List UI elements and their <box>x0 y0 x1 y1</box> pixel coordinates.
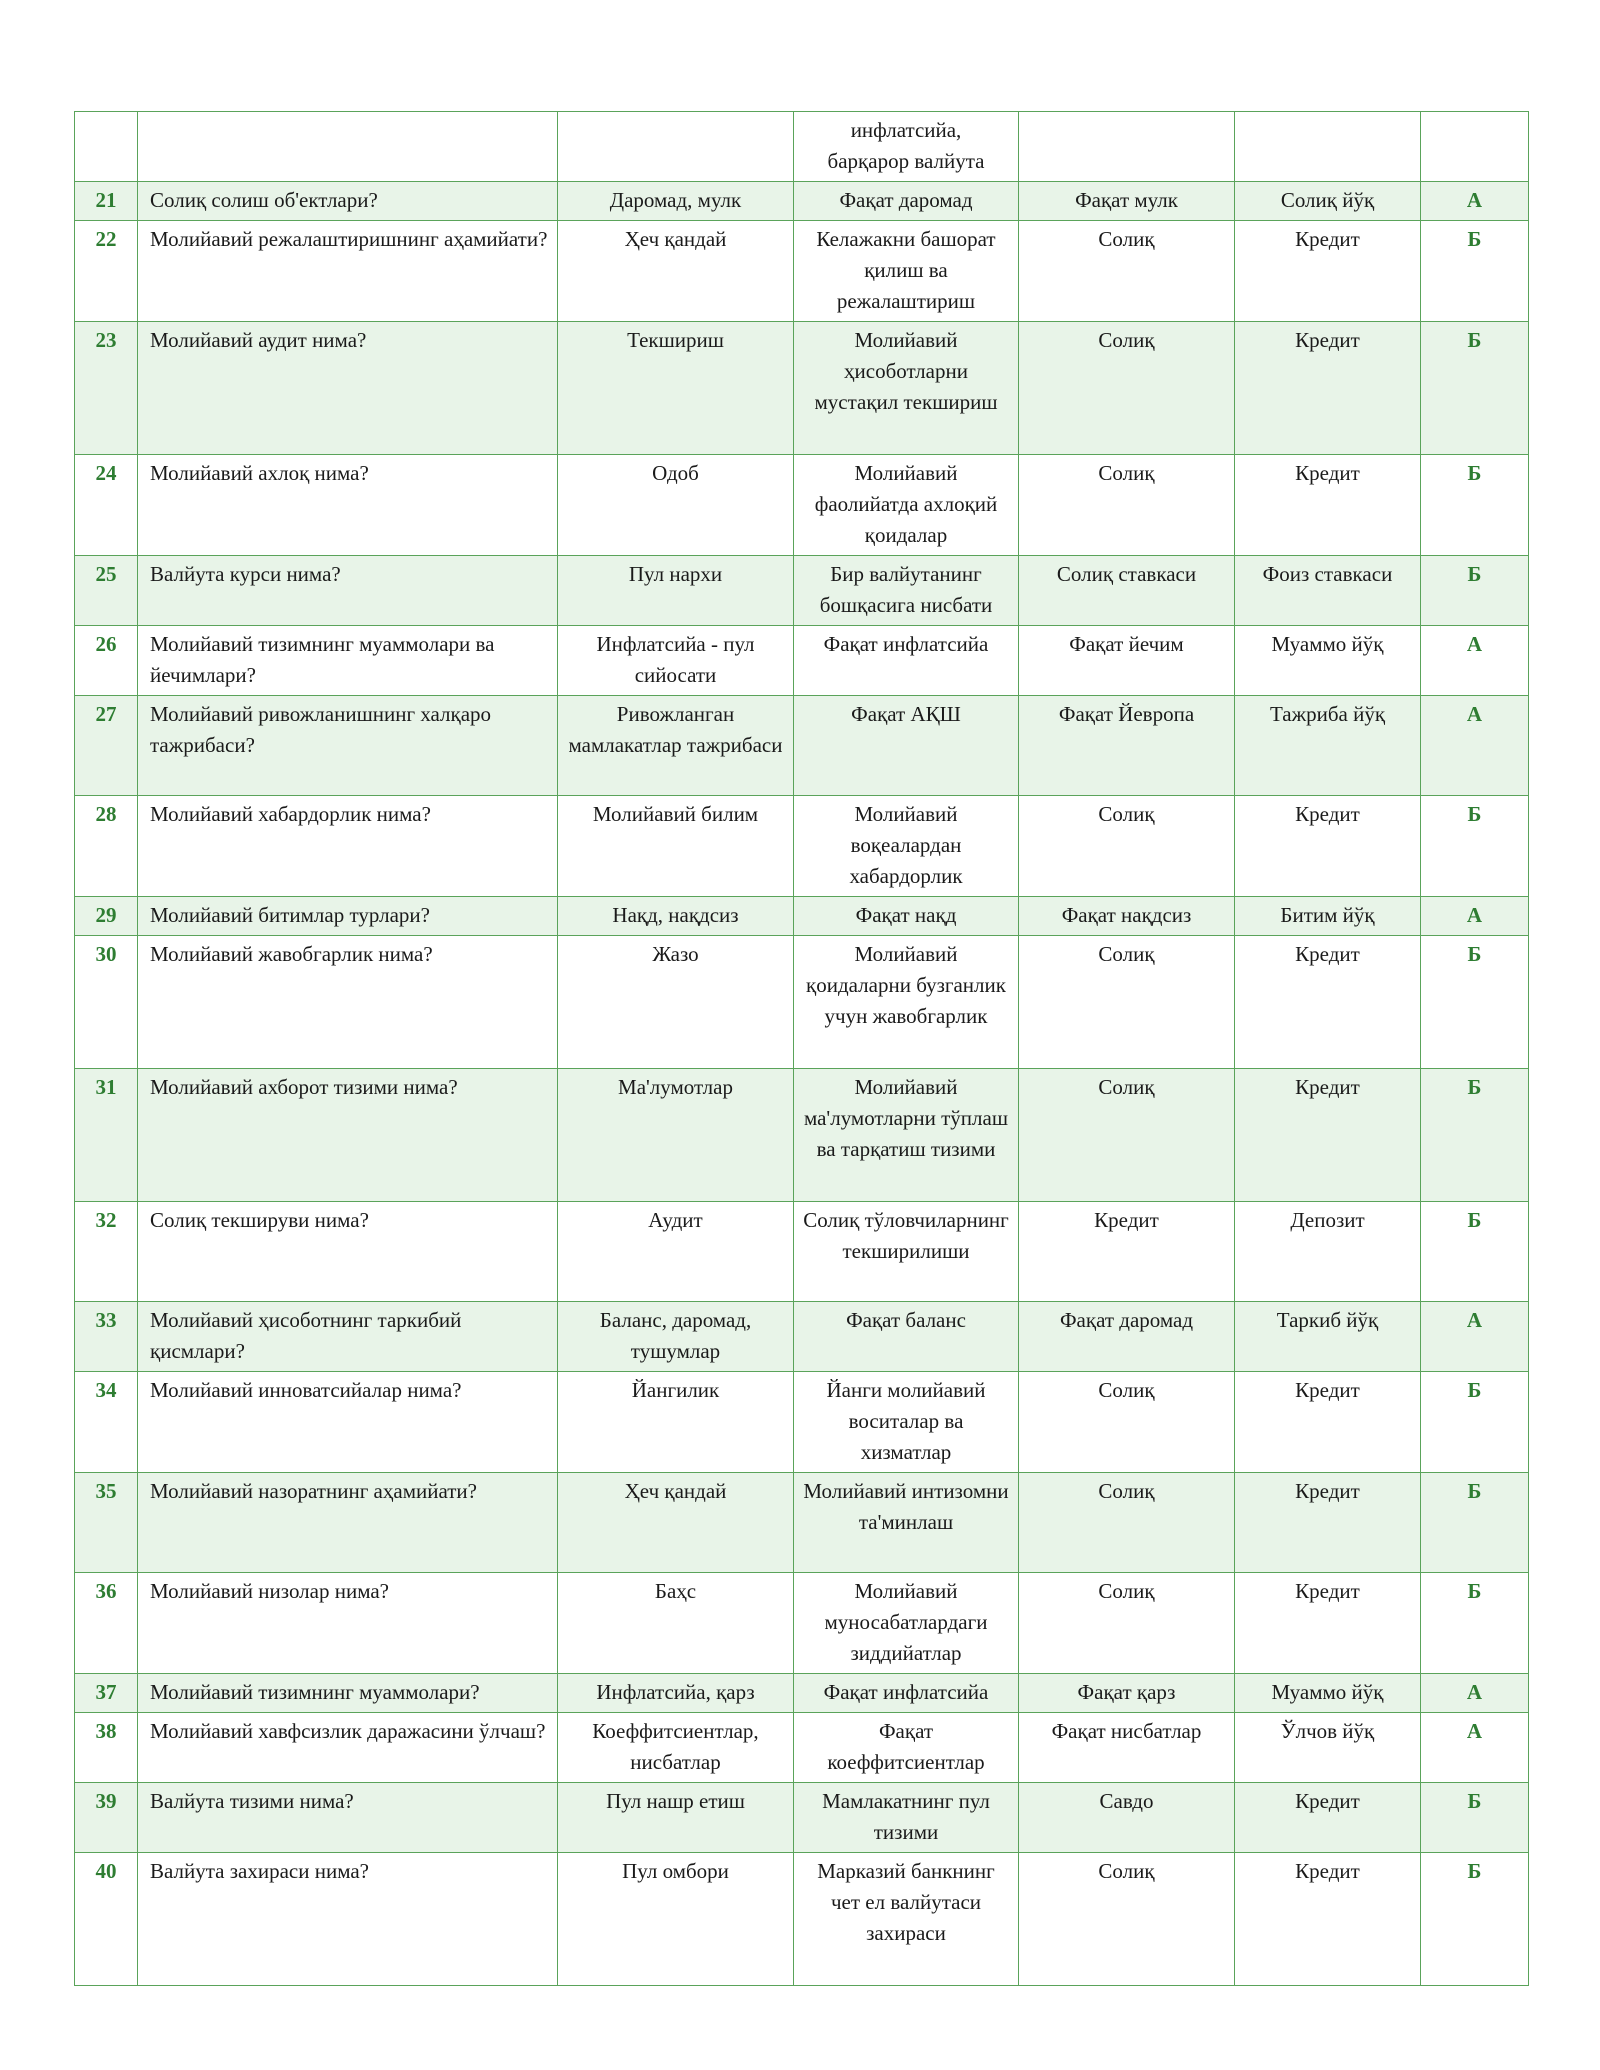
table-row <box>75 221 1529 322</box>
question-number: 30 <box>75 936 138 1069</box>
correct-answer: Б <box>1421 1783 1529 1853</box>
option-g: Кредит <box>1235 322 1421 455</box>
option-b: Фақат инфлатсийа <box>794 1674 1019 1713</box>
option-v: Кредит <box>1019 1202 1235 1302</box>
option-a: Ҳеч қандай <box>558 1473 794 1573</box>
option-a <box>558 112 794 182</box>
question-number: 39 <box>75 1783 138 1853</box>
option-v: Солиқ ставкаси <box>1019 556 1235 626</box>
correct-answer: Б <box>1421 1473 1529 1573</box>
option-g: Кредит <box>1235 1573 1421 1674</box>
table-row <box>75 1853 1529 1986</box>
option-b: Молийавий ҳисоботларни мустақил текшириш <box>794 322 1019 455</box>
question-number: 32 <box>75 1202 138 1302</box>
correct-answer: Б <box>1421 455 1529 556</box>
option-g: Битим йўқ <box>1235 897 1421 936</box>
option-b: Фақат АҚШ <box>794 696 1019 796</box>
option-a: Ма'лумотлар <box>558 1069 794 1202</box>
table-row <box>75 1473 1529 1573</box>
option-a: Баланс, даромад, тушумлар <box>558 1302 794 1372</box>
question-number: 36 <box>75 1573 138 1674</box>
option-b: Молийавий воқеалардан хабардорлик <box>794 796 1019 897</box>
correct-answer: А <box>1421 696 1529 796</box>
correct-answer: Б <box>1421 1573 1529 1674</box>
option-v: Фақат даромад <box>1019 1302 1235 1372</box>
option-b: Фақат инфлатсийа <box>794 626 1019 696</box>
option-g: Кредит <box>1235 1853 1421 1986</box>
question-number: 29 <box>75 897 138 936</box>
table-row <box>75 1783 1529 1853</box>
option-g: Кредит <box>1235 221 1421 322</box>
option-g: Муаммо йўқ <box>1235 626 1421 696</box>
question-number: 31 <box>75 1069 138 1202</box>
option-g: Фоиз ставкаси <box>1235 556 1421 626</box>
correct-answer: А <box>1421 1302 1529 1372</box>
option-v: Солиқ <box>1019 936 1235 1069</box>
option-v: Солиқ <box>1019 1069 1235 1202</box>
correct-answer: Б <box>1421 1202 1529 1302</box>
option-g: Кредит <box>1235 796 1421 897</box>
option-a: Аудит <box>558 1202 794 1302</box>
option-b: Молийавий муносабатлардаги зиддийатлар <box>794 1573 1019 1674</box>
option-a: Молийавий билим <box>558 796 794 897</box>
table-row <box>75 322 1529 455</box>
table-row <box>75 897 1529 936</box>
option-a: Коеффитсиентлар, нисбатлар <box>558 1713 794 1783</box>
option-a: Одоб <box>558 455 794 556</box>
table-row <box>75 1302 1529 1372</box>
option-a: Даромад, мулк <box>558 182 794 221</box>
correct-answer: А <box>1421 1713 1529 1783</box>
correct-answer: А <box>1421 626 1529 696</box>
question-number: 40 <box>75 1853 138 1986</box>
question-text: Молийавий хабардорлик нима? <box>138 796 558 897</box>
table-row <box>75 1713 1529 1783</box>
question-text: Молийавий хавфсизлик даражасини ўлчаш? <box>138 1713 558 1783</box>
correct-answer <box>1421 112 1529 182</box>
question-text <box>138 112 558 182</box>
option-v: Солиқ <box>1019 455 1235 556</box>
table-row <box>75 1674 1529 1713</box>
option-b: Фақат нақд <box>794 897 1019 936</box>
option-b: Келажакни башорат қилиш ва режалаштириш <box>794 221 1019 322</box>
question-text: Молийавий аудит нима? <box>138 322 558 455</box>
option-a: Пул нархи <box>558 556 794 626</box>
question-text: Молийавий ҳисоботнинг таркибий қисмлари? <box>138 1302 558 1372</box>
question-text: Солиқ солиш об'ектлари? <box>138 182 558 221</box>
option-b: Молийавий ма'лумотларни тўплаш ва тарқатиш тизими <box>794 1069 1019 1202</box>
correct-answer: Б <box>1421 221 1529 322</box>
option-a: Ҳеч қандай <box>558 221 794 322</box>
option-g: Солиқ йўқ <box>1235 182 1421 221</box>
option-b: Молийавий интизомни та'минлаш <box>794 1473 1019 1573</box>
option-v: Солиқ <box>1019 221 1235 322</box>
option-g <box>1235 112 1421 182</box>
option-g: Кредит <box>1235 455 1421 556</box>
question-text: Молийавий назоратнинг аҳамийати? <box>138 1473 558 1573</box>
correct-answer: А <box>1421 182 1529 221</box>
table-row <box>75 1202 1529 1302</box>
option-a: Инфлатсийа, қарз <box>558 1674 794 1713</box>
question-number: 25 <box>75 556 138 626</box>
option-g: Кредит <box>1235 936 1421 1069</box>
option-v: Фақат йечим <box>1019 626 1235 696</box>
table-row <box>75 696 1529 796</box>
option-g: Тажриба йўқ <box>1235 696 1421 796</box>
option-v: Фақат Йевропа <box>1019 696 1235 796</box>
correct-answer: Б <box>1421 796 1529 897</box>
option-a: Пул нашр етиш <box>558 1783 794 1853</box>
option-b: Марказий банкнинг чет ел валйутаси захираси <box>794 1853 1019 1986</box>
option-v: Фақат қарз <box>1019 1674 1235 1713</box>
question-text: Молийавий низолар нима? <box>138 1573 558 1674</box>
table-row <box>75 182 1529 221</box>
option-v: Солиқ <box>1019 1573 1235 1674</box>
quiz-table <box>74 111 1529 1986</box>
option-a: Нақд, нақдсиз <box>558 897 794 936</box>
question-text: Молийавий ахлоқ нима? <box>138 455 558 556</box>
question-number: 37 <box>75 1674 138 1713</box>
question-text: Молийавий ахборот тизими нима? <box>138 1069 558 1202</box>
option-a: Ривожланган мамлакатлар тажрибаси <box>558 696 794 796</box>
option-b: Йанги молийавий воситалар ва хизматлар <box>794 1372 1019 1473</box>
option-b: Фақат коеффитсиентлар <box>794 1713 1019 1783</box>
table-row <box>75 1372 1529 1473</box>
table-row <box>75 626 1529 696</box>
option-b: инфлатсийа, барқарор валйута <box>794 112 1019 182</box>
table-row <box>75 455 1529 556</box>
option-g: Кредит <box>1235 1473 1421 1573</box>
table-row <box>75 1573 1529 1674</box>
option-g: Таркиб йўқ <box>1235 1302 1421 1372</box>
correct-answer: А <box>1421 897 1529 936</box>
question-text: Молийавий жавобгарлик нима? <box>138 936 558 1069</box>
option-a: Текшириш <box>558 322 794 455</box>
option-v: Солиқ <box>1019 1853 1235 1986</box>
question-text: Молийавий тизимнинг муаммолари ва йечимлари? <box>138 626 558 696</box>
option-g: Кредит <box>1235 1069 1421 1202</box>
question-number: 33 <box>75 1302 138 1372</box>
option-a: Инфлатсийа - пул сийосати <box>558 626 794 696</box>
correct-answer: Б <box>1421 936 1529 1069</box>
option-v: Солиқ <box>1019 322 1235 455</box>
table-row <box>75 1069 1529 1202</box>
correct-answer: Б <box>1421 1853 1529 1986</box>
question-text: Молийавий тизимнинг муаммолари? <box>138 1674 558 1713</box>
option-v: Солиқ <box>1019 796 1235 897</box>
option-v: Солиқ <box>1019 1473 1235 1573</box>
option-g: Кредит <box>1235 1783 1421 1853</box>
question-number: 34 <box>75 1372 138 1473</box>
correct-answer: Б <box>1421 556 1529 626</box>
option-g: Депозит <box>1235 1202 1421 1302</box>
question-text: Валйута захираси нима? <box>138 1853 558 1986</box>
question-text: Молийавий битимлар турлари? <box>138 897 558 936</box>
question-number: 38 <box>75 1713 138 1783</box>
option-b: Фақат баланс <box>794 1302 1019 1372</box>
question-number: 28 <box>75 796 138 897</box>
correct-answer: А <box>1421 1674 1529 1713</box>
question-text: Солиқ текшируви нима? <box>138 1202 558 1302</box>
option-a: Жазо <box>558 936 794 1069</box>
option-v: Фақат нақдсиз <box>1019 897 1235 936</box>
option-v: Фақат нисбатлар <box>1019 1713 1235 1783</box>
correct-answer: Б <box>1421 322 1529 455</box>
option-b: Молийавий фаолийатда ахлоқий қоидалар <box>794 455 1019 556</box>
question-text: Валйута тизими нима? <box>138 1783 558 1853</box>
table-row <box>75 936 1529 1069</box>
table-row <box>75 556 1529 626</box>
question-number: 23 <box>75 322 138 455</box>
option-v: Фақат мулк <box>1019 182 1235 221</box>
option-a: Баҳс <box>558 1573 794 1674</box>
option-b: Мамлакатнинг пул тизими <box>794 1783 1019 1853</box>
option-v: Савдо <box>1019 1783 1235 1853</box>
option-a: Пул омбори <box>558 1853 794 1986</box>
correct-answer: Б <box>1421 1069 1529 1202</box>
option-b: Фақат даромад <box>794 182 1019 221</box>
option-g: Ўлчов йўқ <box>1235 1713 1421 1783</box>
option-a: Йангилик <box>558 1372 794 1473</box>
table-row <box>75 796 1529 897</box>
option-b: Бир валйутанинг бошқасига нисбати <box>794 556 1019 626</box>
option-g: Муаммо йўқ <box>1235 1674 1421 1713</box>
question-number: 35 <box>75 1473 138 1573</box>
question-text: Молийавий инноватсийалар нима? <box>138 1372 558 1473</box>
option-v <box>1019 112 1235 182</box>
table-row <box>75 112 1529 182</box>
question-number: 21 <box>75 182 138 221</box>
option-b: Молийавий қоидаларни бузганлик учун жавобгарлик <box>794 936 1019 1069</box>
question-number: 22 <box>75 221 138 322</box>
option-v: Солиқ <box>1019 1372 1235 1473</box>
question-text: Молийавий режалаштиришнинг аҳамийати? <box>138 221 558 322</box>
question-number: 27 <box>75 696 138 796</box>
option-b: Солиқ тўловчиларнинг текширилиши <box>794 1202 1019 1302</box>
option-g: Кредит <box>1235 1372 1421 1473</box>
question-text: Валйута курси нима? <box>138 556 558 626</box>
question-number: 24 <box>75 455 138 556</box>
correct-answer: Б <box>1421 1372 1529 1473</box>
question-number: 26 <box>75 626 138 696</box>
question-text: Молийавий ривожланишнинг халқаро тажрибаси? <box>138 696 558 796</box>
question-number <box>75 112 138 182</box>
quiz-table-body <box>75 112 1529 1986</box>
